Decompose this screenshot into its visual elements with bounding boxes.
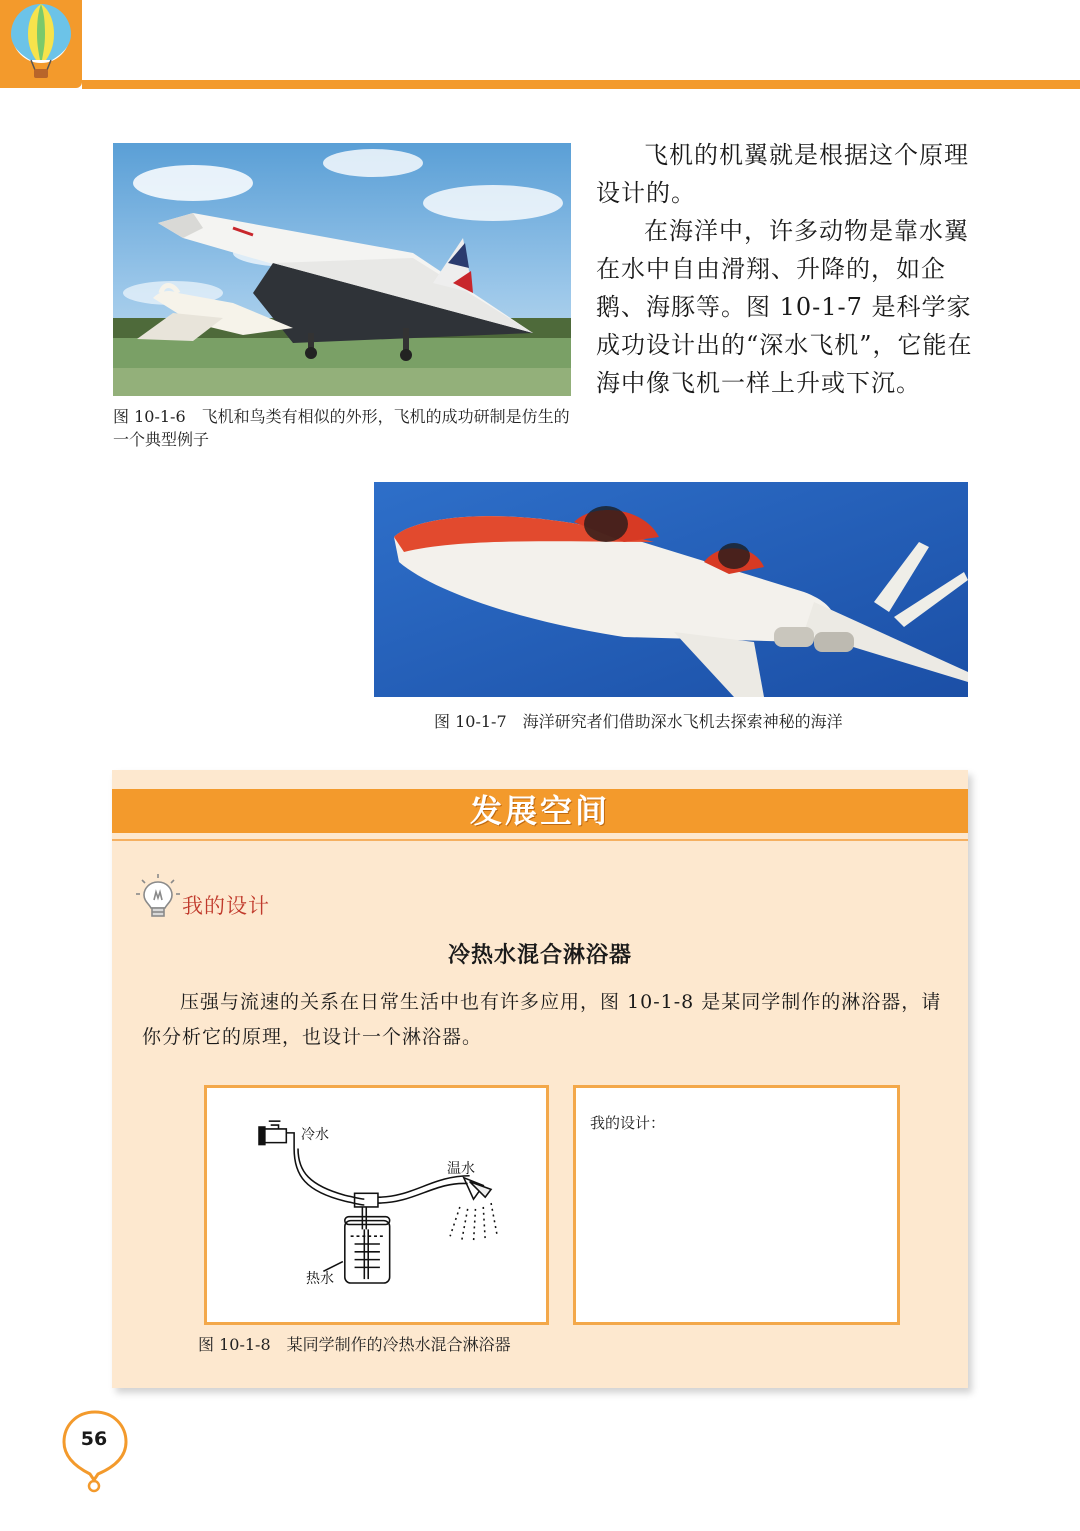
header-tab: [0, 0, 82, 88]
my-design-label: 我的设计: [182, 894, 270, 918]
concorde-swan-photo: [113, 143, 571, 396]
shower-diagram: [207, 1088, 546, 1322]
figure-caption-10-1-7: 图 10-1-7 海洋研究者们借助深水飞机去探索神秘的海洋: [434, 712, 843, 731]
body-paragraph-2: 在海洋中，许多动物是靠水翼在水中自由滑翔、升降的，如企鹅、海豚等。图 10-1-7 是科学家成功设计出的“深水飞机”，它能在海中像飞机一样上升或下沉。: [596, 217, 973, 397]
page-number: 56: [80, 1428, 108, 1450]
development-title: 发展空间: [469, 792, 610, 830]
lightbulb-icon: [134, 872, 182, 924]
section-title: 冷热水混合淋浴器: [447, 943, 632, 968]
balloon-outline-icon: [60, 1408, 130, 1498]
deep-water-aircraft-photo: [374, 482, 968, 697]
hot-air-balloon-icon: [4, 2, 78, 80]
development-paragraph-text: 压强与流速的关系在日常生活中也有许多应用，图 10-1-8 是某同学制作的淋浴器，请你分析它的原理，也设计一个淋浴器。: [142, 991, 942, 1048]
header-line: [82, 80, 1080, 89]
development-section: [112, 770, 968, 1388]
development-paragraph: [142, 985, 942, 1055]
development-header-bar: [112, 789, 968, 833]
body-text: [596, 136, 974, 402]
warm-water-label: 温水: [447, 1161, 475, 1177]
figure-caption-10-1-8: 图 10-1-8 某同学制作的冷热水混合淋浴器: [198, 1335, 511, 1354]
cold-water-label: 冷水: [301, 1127, 329, 1143]
shower-diagram-box: [204, 1085, 549, 1325]
my-design-box[interactable]: [573, 1085, 900, 1325]
figure-caption-10-1-6: 图 10-1-6 飞机和鸟类有相似的外形，飞机的成功研制是仿生的一个典型例子: [113, 407, 570, 449]
my-design-box-label: 我的设计：: [590, 1114, 666, 1132]
body-paragraph-1: 飞机的机翼就是根据这个原理设计的。: [596, 141, 969, 207]
header-divider: [112, 839, 968, 841]
page-number-badge: [60, 1408, 130, 1498]
hot-water-label: 热水: [306, 1271, 334, 1287]
